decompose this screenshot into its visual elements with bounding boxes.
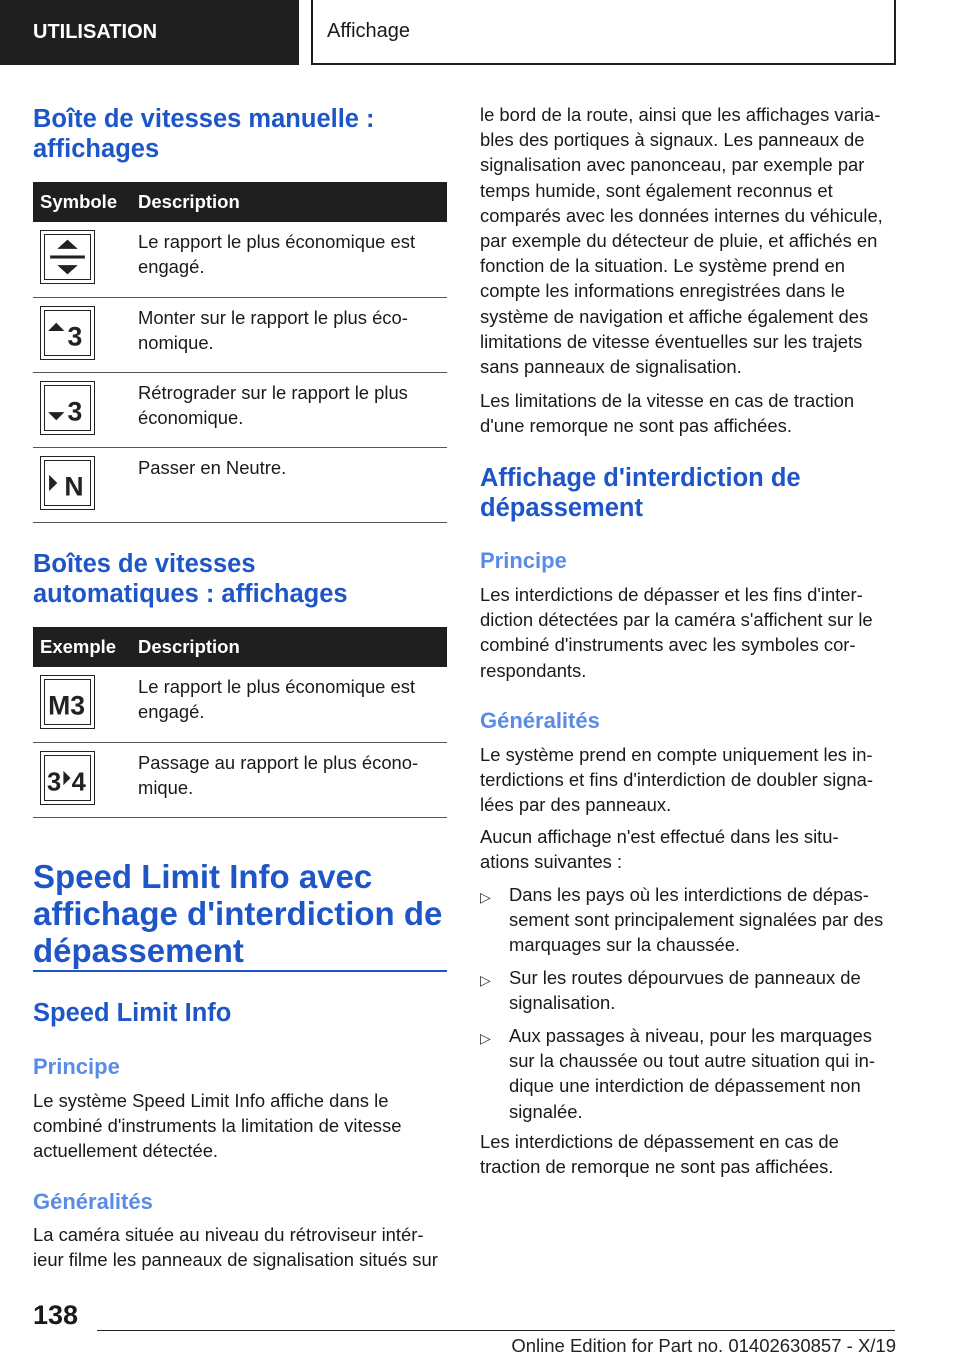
auto-gearbox-title: Boîtes de vitesses automatiques : affichages <box>33 550 348 608</box>
page-number: 138 <box>33 1300 79 1330</box>
principe-text: Le système Speed Limit Info affiche dans le combiné d'instruments la limitation de vitesse actuellement détectée. <box>33 1090 402 1162</box>
table-header-exemple: Exemple <box>33 627 131 667</box>
generalites-text: Le système prend en compte uniquement les in-terdictions et fins d'interdiction de doubler signa-lées par des panneaux. <box>480 744 874 816</box>
manual-gearbox-table <box>33 182 447 523</box>
bullet-triangle-icon: ▷ <box>480 889 491 905</box>
title-divider <box>33 970 447 972</box>
svg-text:3: 3 <box>47 767 62 796</box>
list-item: ▷ Aux passages à niveau, pour les marquages sur la chaussée ou tout autre situation qui in-dique une interdiction de dépassement non signalée. <box>480 1025 875 1122</box>
remorque-text: Les limitations de la vitesse en cas de traction d'une remorque ne sont pas affichées. <box>480 390 855 437</box>
svg-text:3: 3 <box>67 395 83 426</box>
aucun-affichage-text: Aucun affichage n'est effectué dans les situ-ations suivantes : <box>480 826 839 873</box>
generalites-heading: Généralités <box>33 1189 153 1214</box>
table-row <box>33 667 447 742</box>
footer-divider <box>97 1330 895 1331</box>
shift-up-3-icon <box>40 306 95 360</box>
principe-heading: Principe <box>33 1054 120 1079</box>
continued-text: le bord de la route, ainsi que les affichages varia-bles des portiques à signaux. Les panneaux de signalisation avec panonceau, par exemple par temps humide, sont également reconnus et comparés avec les données internes du véhicule, par exemple du détecteur de pluie, et affichés en fonction de la situation. Le système prend en compte les informations enregistrées dans le système de navigation et affiche également des limitations de vitesse éventuelles sur les trajets sans panneaux de signalisation. <box>480 104 883 378</box>
final-text: Les interdictions de dépassement en cas de traction de remorque ne sont pas affichées. <box>480 1131 839 1178</box>
shift-down-3-icon <box>40 381 95 435</box>
principe-text: Les interdictions de dépasser et les fins d'inter-diction détectées par la caméra s'affichent sur le combiné d'instruments avec les symboles cor-respondants. <box>480 584 873 681</box>
shift-3-to-4-icon <box>40 751 95 805</box>
table-row <box>33 222 447 297</box>
exception-list <box>480 882 898 1131</box>
table-row-desc: Passer en Neutre. <box>131 447 447 522</box>
svg-text:3: 3 <box>67 320 83 351</box>
list-item: ▷ Dans les pays où les interdictions de dépas-sement sont principalement signalées par des marquages sur la chaussée. <box>480 884 884 956</box>
speed-limit-info-title: Speed Limit Info <box>33 999 232 1027</box>
generalites-text: La caméra située au niveau du rétroviseur intér-ieur filme les panneaux de signalisation situés sur <box>33 1224 438 1271</box>
generalites-heading: Généralités <box>480 708 600 733</box>
bullet-triangle-icon: ▷ <box>480 1030 491 1047</box>
table-row-desc: Passage au rapport le plus écono-mique. <box>131 742 447 817</box>
table-row <box>33 742 447 817</box>
table-header-description: Description <box>131 182 447 222</box>
svg-text:4: 4 <box>71 767 86 796</box>
table-row <box>33 372 447 447</box>
svg-text:M3: M3 <box>48 690 85 721</box>
table-row-desc: Rétrograder sur le rapport le plus économique. <box>131 372 447 447</box>
table-header-description: Description <box>131 627 447 667</box>
auto-gearbox-table <box>33 627 447 818</box>
table-row-desc: Monter sur le rapport le plus éco-nomique. <box>131 297 447 372</box>
interdiction-title: Affichage d'interdiction de dépassement <box>480 464 801 522</box>
svg-text:N: N <box>64 470 84 501</box>
shift-neutral-icon <box>40 456 95 510</box>
header-chapter: Affichage <box>311 0 896 65</box>
header-section: UTILISATION <box>0 0 299 65</box>
speed-limit-main-title: Speed Limit Info avec affichage d'interdiction de dépassement <box>33 858 443 969</box>
list-item: ▷ Sur les routes dépourvues de panneaux de signalisation. <box>480 967 861 1014</box>
m3-gear-icon <box>40 675 95 729</box>
table-header-symbole: Symbole <box>33 182 131 222</box>
table-row-desc: Le rapport le plus économique est engagé. <box>131 222 447 297</box>
principe-heading: Principe <box>480 548 567 573</box>
bullet-triangle-icon: ▷ <box>480 972 491 989</box>
manual-gearbox-title: Boîte de vitesses manuelle : affichages <box>33 105 375 163</box>
table-row <box>33 447 447 522</box>
table-row <box>33 297 447 372</box>
optimal-gear-icon <box>40 230 95 284</box>
table-row-desc: Le rapport le plus économique est engagé. <box>131 667 447 742</box>
footer-edition: Online Edition for Part no. 01402630857 - X/19 <box>511 1335 896 1356</box>
